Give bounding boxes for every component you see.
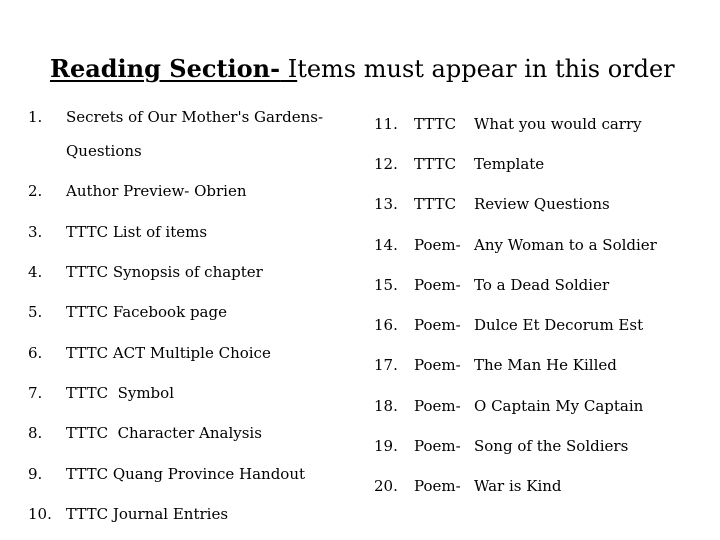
list-item-12 xyxy=(374,154,544,174)
list-item-5 xyxy=(28,302,227,322)
item-text: TTTC Journal Entries xyxy=(66,505,229,523)
list-item-2 xyxy=(28,181,247,201)
list-item-1 xyxy=(28,107,323,127)
item-prefix: Poem- xyxy=(414,437,461,455)
item-number: 17. xyxy=(374,356,398,374)
list-item-19 xyxy=(374,436,628,456)
item-text: War is Kind xyxy=(474,477,562,495)
item-text: TTTC Synopsis of chapter xyxy=(66,263,263,281)
item-number: 20. xyxy=(374,477,398,495)
item-prefix: TTTC xyxy=(414,195,457,213)
item-text: Author Preview- Obrien xyxy=(66,182,247,200)
item-text: To a Dead Soldier xyxy=(474,276,610,294)
item-prefix: Poem- xyxy=(414,356,461,374)
item-number: 12. xyxy=(374,155,398,173)
list-item-4 xyxy=(28,262,263,282)
item-number: 15. xyxy=(374,276,398,294)
item-text: Review Questions xyxy=(474,195,610,213)
item-prefix: Poem- xyxy=(414,276,461,294)
item-number: 4. xyxy=(28,263,43,281)
item-text: TTTC Facebook page xyxy=(66,303,227,321)
list-item-15 xyxy=(374,275,609,295)
item-number: 11. xyxy=(374,115,398,133)
list-item-9 xyxy=(28,464,305,484)
item-number: 19. xyxy=(374,437,398,455)
item-number: 7. xyxy=(28,384,43,402)
item-prefix: Poem- xyxy=(414,236,461,254)
list-item-1-continued xyxy=(28,141,142,161)
item-number: 16. xyxy=(374,316,398,334)
list-item-3 xyxy=(28,222,207,242)
item-number: 14. xyxy=(374,236,398,254)
list-item-8 xyxy=(28,423,262,443)
list-item-20 xyxy=(374,476,562,496)
list-item-17 xyxy=(374,355,617,375)
item-text: Song of the Soldiers xyxy=(474,437,629,455)
item-number: 8. xyxy=(28,424,43,442)
item-text: The Man He Killed xyxy=(474,356,617,374)
list-item-18 xyxy=(374,396,643,416)
item-prefix: Poem- xyxy=(414,397,461,415)
item-text: Questions xyxy=(66,142,142,160)
item-text: TTTC ACT Multiple Choice xyxy=(66,344,271,362)
page-title xyxy=(50,52,675,86)
item-number: 13. xyxy=(374,195,398,213)
item-text: O Captain My Captain xyxy=(474,397,644,415)
title-underlined-tail: I xyxy=(280,55,298,83)
item-number: 18. xyxy=(374,397,398,415)
item-text: TTTC Quang Province Handout xyxy=(66,465,306,483)
item-prefix: Poem- xyxy=(414,316,461,334)
item-number: 3. xyxy=(28,223,43,241)
item-text: Dulce Et Decorum Est xyxy=(474,316,644,334)
list-item-16 xyxy=(374,315,643,335)
item-text: Any Woman to a Soldier xyxy=(474,236,657,254)
item-text: TTTC Character Analysis xyxy=(66,424,262,442)
item-text: Secrets of Our Mother's Gardens- xyxy=(66,108,324,126)
item-text: What you would carry xyxy=(474,115,642,133)
list-item-10 xyxy=(28,504,228,524)
list-item-6 xyxy=(28,343,271,363)
list-item-11 xyxy=(374,114,642,134)
list-item-14 xyxy=(374,235,657,255)
item-number: 5. xyxy=(28,303,43,321)
title-section-label: Reading Section- xyxy=(50,54,281,83)
item-text: TTTC List of items xyxy=(66,223,208,241)
item-text: Template xyxy=(474,155,545,173)
item-text: TTTC Symbol xyxy=(66,384,174,402)
item-number: 6. xyxy=(28,344,43,362)
list-item-7 xyxy=(28,383,174,403)
item-number: 1. xyxy=(28,108,43,126)
list-item-13 xyxy=(374,194,610,214)
item-prefix: TTTC xyxy=(414,115,457,133)
title-instruction: tems must appear in this order xyxy=(297,55,675,83)
item-number: 2. xyxy=(28,182,43,200)
item-prefix: Poem- xyxy=(414,477,461,495)
item-number: 9. xyxy=(28,465,43,483)
item-prefix: TTTC xyxy=(414,155,457,173)
item-number: 10. xyxy=(28,505,52,523)
